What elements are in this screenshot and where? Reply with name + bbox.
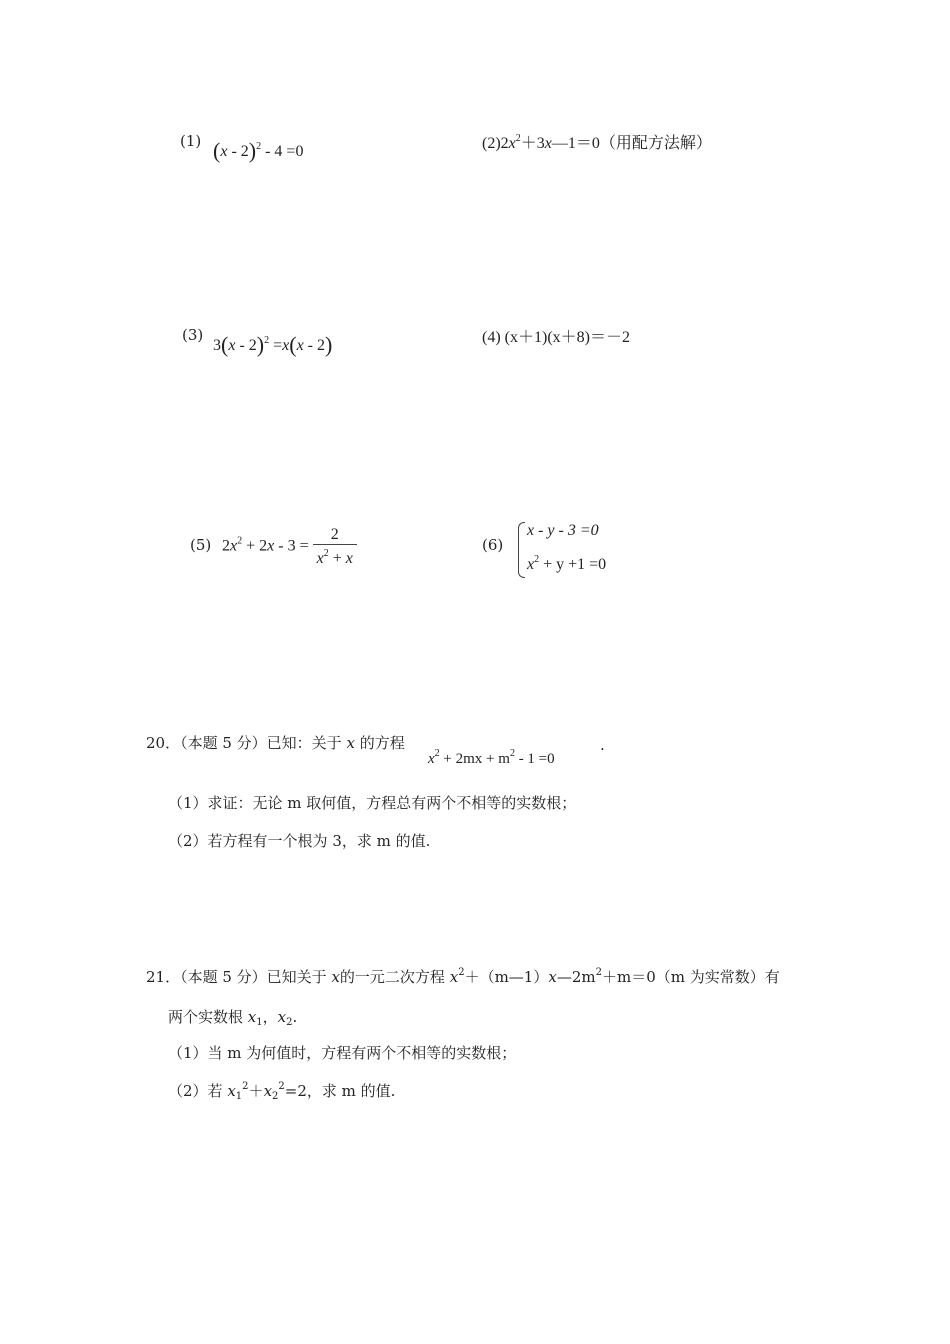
p5-fraction: $\frac{2}{x^2 + x}$ (313, 526, 357, 568)
p6-row1: x - y - 3 =0 (527, 522, 599, 539)
p5-label: (5) (190, 536, 212, 554)
q20-header: 20．（本题 5 分）已知：关于 x 的方程 (146, 734, 405, 752)
p3-equation: 3(x - 2)$^2$ =x(x - 2) (213, 332, 333, 357)
q20-period: . (600, 736, 605, 754)
q21-header: 21．（本题 5 分）已知关于 x的一元二次方程 $x^2+(m—1)x—2m^2+m=0(m$ 为实常数）有 (146, 967, 780, 986)
p1-equation: (x - 2)$^2$ - 4 =0 (213, 138, 304, 163)
q20-equation: $x^2 + 2mx + m^2 - 1 =0$ (428, 748, 555, 767)
p6-label: (6) (482, 536, 504, 554)
p1-label: (1) (180, 132, 202, 150)
p2-equation: $(2)2x^2+3x—1=0$（用配方法解） (482, 133, 712, 152)
p4-equation: (4) (x＋1)(x＋8)＝－2 (482, 329, 630, 346)
p6-brace (518, 522, 525, 578)
p3-label: (3) (182, 326, 204, 344)
q21-sub2: （2）若 $x_1^2+x_2^2=2$，求 m 的值. (168, 1081, 396, 1102)
p5-equation: $2x^2 + 2x - 3$ = $\frac{2}{x^2 + x}$ (222, 526, 357, 568)
q21-line2: 两个实数根 $x_1$，$x_2$. (168, 1008, 298, 1028)
q21-sub1: （1）当 m 为何值时，方程有两个不相等的实数根； (168, 1044, 517, 1062)
p6-row2: $x^2 + y +1 =0$ (527, 554, 607, 573)
q20-sub2: （2）若方程有一个根为 3，求 m 的值. (168, 832, 431, 850)
q20-sub1: （1）求证：无论 m 取何值，方程总有两个不相等的实数根； (168, 794, 577, 812)
